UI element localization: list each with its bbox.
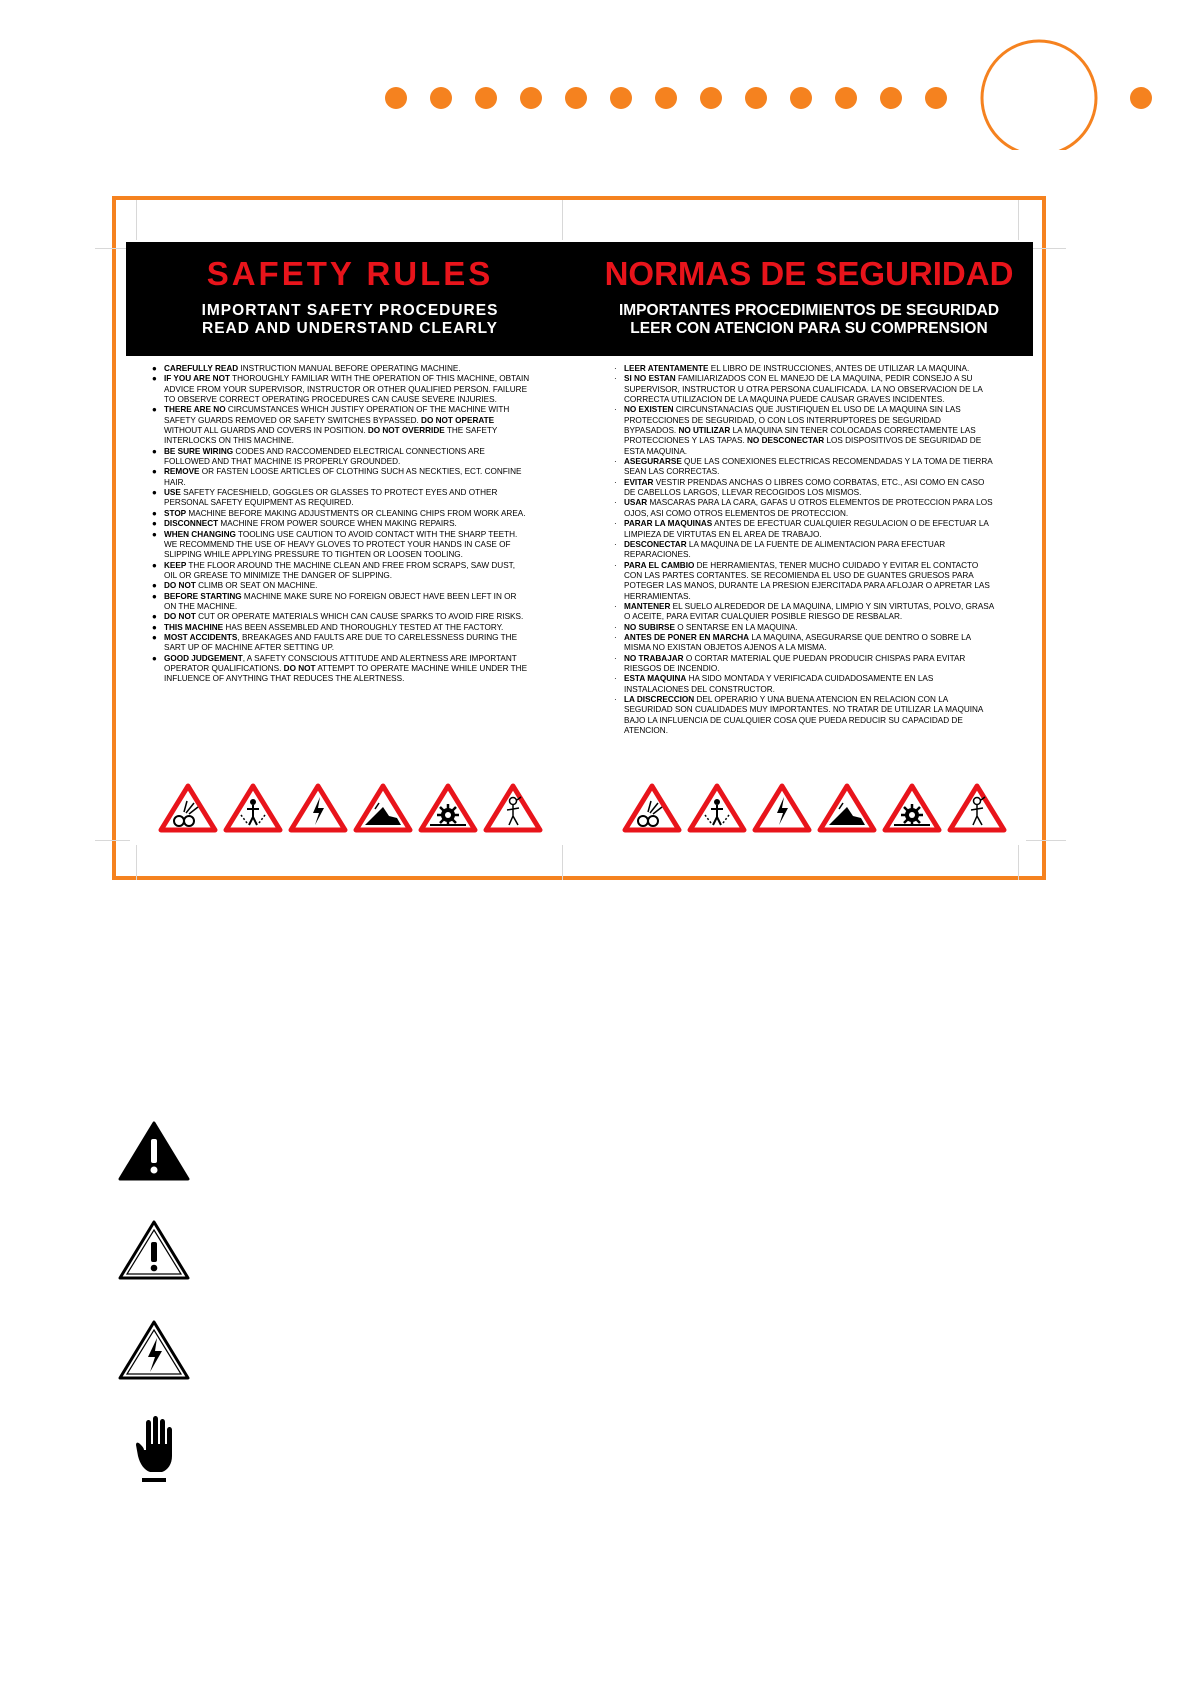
rotating-blade-icon [882,783,942,833]
protective-equipment-icon [947,783,1007,833]
label-header [126,242,1033,356]
list-item: · NO TRABAJAR O CORTAR MATERIAL QUE PUEDAN PRODUCIR CHISPAS PARA EVITAR RIESGOS DE INCENDIO. [614,653,966,673]
list-item: · PARAR LA MAQUINAS ANTES DE EFECTUAR CUALQUIER REGULACION O DE EFECTUAR LA LIMPIEZA DE VIRTUTAS EN EL AREA DE TRABAJO. [614,519,989,539]
crop-mark [136,200,137,240]
list-item: ● DO NOT CUT OR OPERATE MATERIALS WHICH CAN CAUSE SPARKS TO AVOID FIRE RISKS. [152,612,524,622]
list-item: ● IF YOU ARE NOT THOROUGHLY FAMILIAR WITH THE OPERATION OF THIS MACHINE, OBTAIN ADVICE FROM YOUR SUPERVISOR, INSTRUCTOR OR OTHER QUALIFIED PERSON. FAILURE TO OBSERVE CORRECT OPERATING PROCEDURES CAN CAUSE SEVERE INJURIES. [152,374,530,405]
crop-mark [1018,200,1019,240]
electric-shock-icon [288,783,348,833]
spanish-rules-list [610,364,994,736]
crop-mark [1018,845,1019,880]
hand-cut-hazard-icon [817,783,877,833]
electric-shock-icon [752,783,812,833]
caution-warning-icon [118,1218,190,1282]
english-rules-list [150,364,530,685]
list-item: ● GOOD JUDGEMENT, A SAFETY CONSCIOUS ATTITUDE AND ALERTNESS ARE IMPORTANT OPERATOR QUALIFICATIONS. DO NOT ATTEMPT TO OPERATE MACHINE WHILE UNDER THE INFLUENCE OF ANYTHING THAT REDUCES THE ALERTNESS. [152,653,528,684]
projection-hazard-icon [158,783,218,833]
list-item: ● CAREFULLY READ INSTRUCTION MANUAL BEFORE OPERATING MACHINE. [152,364,461,373]
protective-equipment-icon [483,783,543,833]
list-item: · SI NO ESTAN FAMILIARIZADOS CON EL MANEJO DE LA MAQUINA, PEDIR CONSEJO A SU SUPERVISOR, INSTRUCTOR U OTRA PERSONA CUALIFICADA. LA NO OBSERVACION DE LA CORRECTA UTILIZACION DE LA MAQUINA PUEDE CAUSAR GRAVES INCIDENTES. [614,374,983,405]
crop-mark [95,248,130,249]
list-item: ● THERE ARE NO CIRCUMSTANCES WHICH JUSTIFY OPERATION OF THE MACHINE WITH SAFETY GUARDS REMOVED OR SAFETY SWITCHES BYPASSED. DO NOT OPERATE WITHOUT ALL GUARDS AND COVERS IN POSITION. DO NOT OVERRIDE THE SAFETY INTERLOCKS ON THIS MACHINE. [152,405,510,446]
list-item: ● DO NOT CLIMB OR SEAT ON MACHINE. [152,581,318,591]
crop-mark [562,845,563,880]
entanglement-hazard-icon [223,783,283,833]
spanish-subtitle-2: LEER CON ATENCION PARA SU COMPRENSION [630,320,988,337]
crop-mark [1026,840,1066,841]
list-item: ● BE SURE WIRING CODES AND RACCOMENDED ELECTRICAL CONNECTIONS ARE FOLLOWED AND THAT MACHINE IS PROPERLY GROUNDED. [152,446,485,467]
stop-hand-icon [132,1414,176,1486]
list-item: ● DISCONNECT MACHINE FROM POWER SOURCE WHEN MAKING REPAIRS. [152,519,457,529]
list-item: · LA DISCRECCION DEL OPERARIO Y UNA BUENA ATENCION EN RELACION CON LA SEGURIDAD SON CUALIDADES MUY IMPORTANTES. NO TRATAR DE UTILIZAR LA MAQUINA BAJO LA INFLUENCIA DE CUALQUIER COSA QUE PUEDA REDUCIR SU CAPACIDAD DE ATENCION. [614,695,983,736]
crop-mark [562,200,563,240]
list-item: · NO EXISTEN CIRCUNSTANACIAS QUE JUSTIFIQUEN EL USO DE LA MAQUINA SIN LAS PROTECCIONES DE SEGURIDAD, O CON LOS INTERRUPTORES DE SEGURIDAD BYPASADOS. NO UTILIZAR LA MAQUINA SIN TENER COLOCADAS CORRECTAMENTE LAS PROTECCIONES Y LAS TAPAS. NO DESCONECTAR LOS DISPOSITIVOS DE SEGURIDAD DE ESTA MAQUINA. [614,405,982,456]
list-item: ● MOST ACCIDENTS, BREAKAGES AND FAULTS ARE DUE TO CARELESSNESS DURING THE SART UP OF MACHINE AFTER SETTING UP. [152,632,518,653]
list-item: ● REMOVE OR FASTEN LOOSE ARTICLES OF CLOTHING SUCH AS NECKTIES, ECT. CONFINE HAIR. [152,467,522,487]
list-item: ● USE SAFETY FACESHIELD, GOGGLES OR GLASSES TO PROTECT EYES AND OTHER PERSONAL SAFETY EQUIPMENT AS REQUIRED. [152,488,498,508]
spanish-subtitle-1: IMPORTANTES PROCEDIMIENTOS DE SEGURIDAD [618,302,1000,319]
spanish-header [585,242,1033,356]
list-item: · EVITAR VESTIR PRENDAS ANCHAS O LIBRES COMO CORBATAS, ETC., ASI COMO EN CASO DE CABELLOS LARGOS, LLEVAR RECOGIDOS LOS MISMOS. [614,477,985,498]
list-item: · MANTENER EL SUELO ALREDEDOR DE LA MAQUINA, LIMPIO Y SIN VIRTUTAS, POLVO, GRASA O ACEITE, PARA EVITAR CUALQUIER POSIBLE RIESGO DE RESBALAR. [614,601,994,622]
danger-warning-icon [118,1119,190,1183]
hand-cut-hazard-icon [353,783,413,833]
english-subtitle-1: IMPORTANT SAFETY PROCEDURES [201,302,499,319]
crop-mark [95,840,130,841]
list-item: · NO SUBIRSE O SENTARSE EN LA MAQUINA. [614,622,798,632]
list-item: ● THIS MACHINE HAS BEEN ASSEMBLED AND THOROUGHLY TESTED AT THE FACTORY. [152,622,504,632]
list-item: ● KEEP THE FLOOR AROUND THE MACHINE CLEAN AND FREE FROM SCRAPS, SAW DUST, OIL OR GREASE TO MINIMIZE THE DANGER OF SLIPPING. [152,560,516,580]
crop-mark [136,845,137,880]
list-item: · ANTES DE PONER EN MARCHA LA MAQUINA, ASEGURARSE QUE DENTRO O SOBRE LA MISMA NO EXISTAN OBJETOS AJENOS A LA MISMA. [614,632,971,653]
english-hazard-icons [158,783,542,833]
english-subtitle-2: READ AND UNDERSTAND CLEARLY [202,320,498,337]
projection-hazard-icon [622,783,682,833]
english-header [126,242,574,356]
english-title: SAFETY RULES [206,255,494,292]
list-item: ● WHEN CHANGING TOOLING USE CAUTION TO AVOID CONTACT WITH THE SHARP TEETH. WE RECOMMEND THE USE OF HEAVY GLOVES TO PROTECT YOUR HANDS IN CASE OF SLIPPING WHILE APPLYING PRESSURE TO TIGHTEN OR LOOSEN TOOLING. [152,529,518,560]
list-item: ● BEFORE STARTING MACHINE MAKE SURE NO FOREIGN OBJECT HAVE BEEN LEFT IN OR ON THE MACHINE. [152,591,517,611]
spanish-title: NORMAS DE SEGURIDAD [604,255,1014,292]
list-item: · PARA EL CAMBIO DE HERRAMIENTAS, TENER MUCHO CUIDADO Y EVITAR EL CONTACTO CON LAS PARTES CORTANTES. SE RECOMIENDA EL USO DE GUANTES GRUESOS PARA POTEGER LAS MANOS, DURANTE LA PRESION EJERCITADA PARA AFLOJAR O APRETAR LAS HERRAMIENTAS. [614,560,990,601]
rotating-blade-icon [418,783,478,833]
spanish-hazard-icons [622,783,1006,833]
page-decoration-dots [0,0,1191,150]
entanglement-hazard-icon [687,783,747,833]
list-item: ● STOP MACHINE BEFORE MAKING ADJUSTMENTS OR CLEANING CHIPS FROM WORK AREA. [152,508,526,518]
list-item: · USAR MASCARAS PARA LA CARA, GAFAS U OTROS ELEMENTOS DE PROTECCION PARA LOS OJOS, ASI COMO OTROS ELEMENTOS DE PROTECCION. [614,498,993,518]
list-item: · ESTA MAQUINA HA SIDO MONTADA Y VERIFICADA CUIDADOSAMENTE EN LAS INSTALACIONES DEL CONSTRUCTOR. [614,674,934,694]
list-item: · LEER ATENTAMENTE EL LIBRO DE INSTRUCCIONES, ANTES DE UTILIZAR LA MAQUINA. [614,364,970,373]
electrical-hazard-icon [118,1318,190,1382]
list-item: · DESCONECTAR LA MAQUINA DE LA FUENTE DE ALIMENTACION PARA EFECTUAR REPARACIONES. [614,539,946,560]
list-item: · ASEGURARSE QUE LAS CONEXIONES ELECTRICAS RECOMENDADAS Y LA TOMA DE TIERRA SEAN LAS CORRECTAS. [614,457,993,477]
